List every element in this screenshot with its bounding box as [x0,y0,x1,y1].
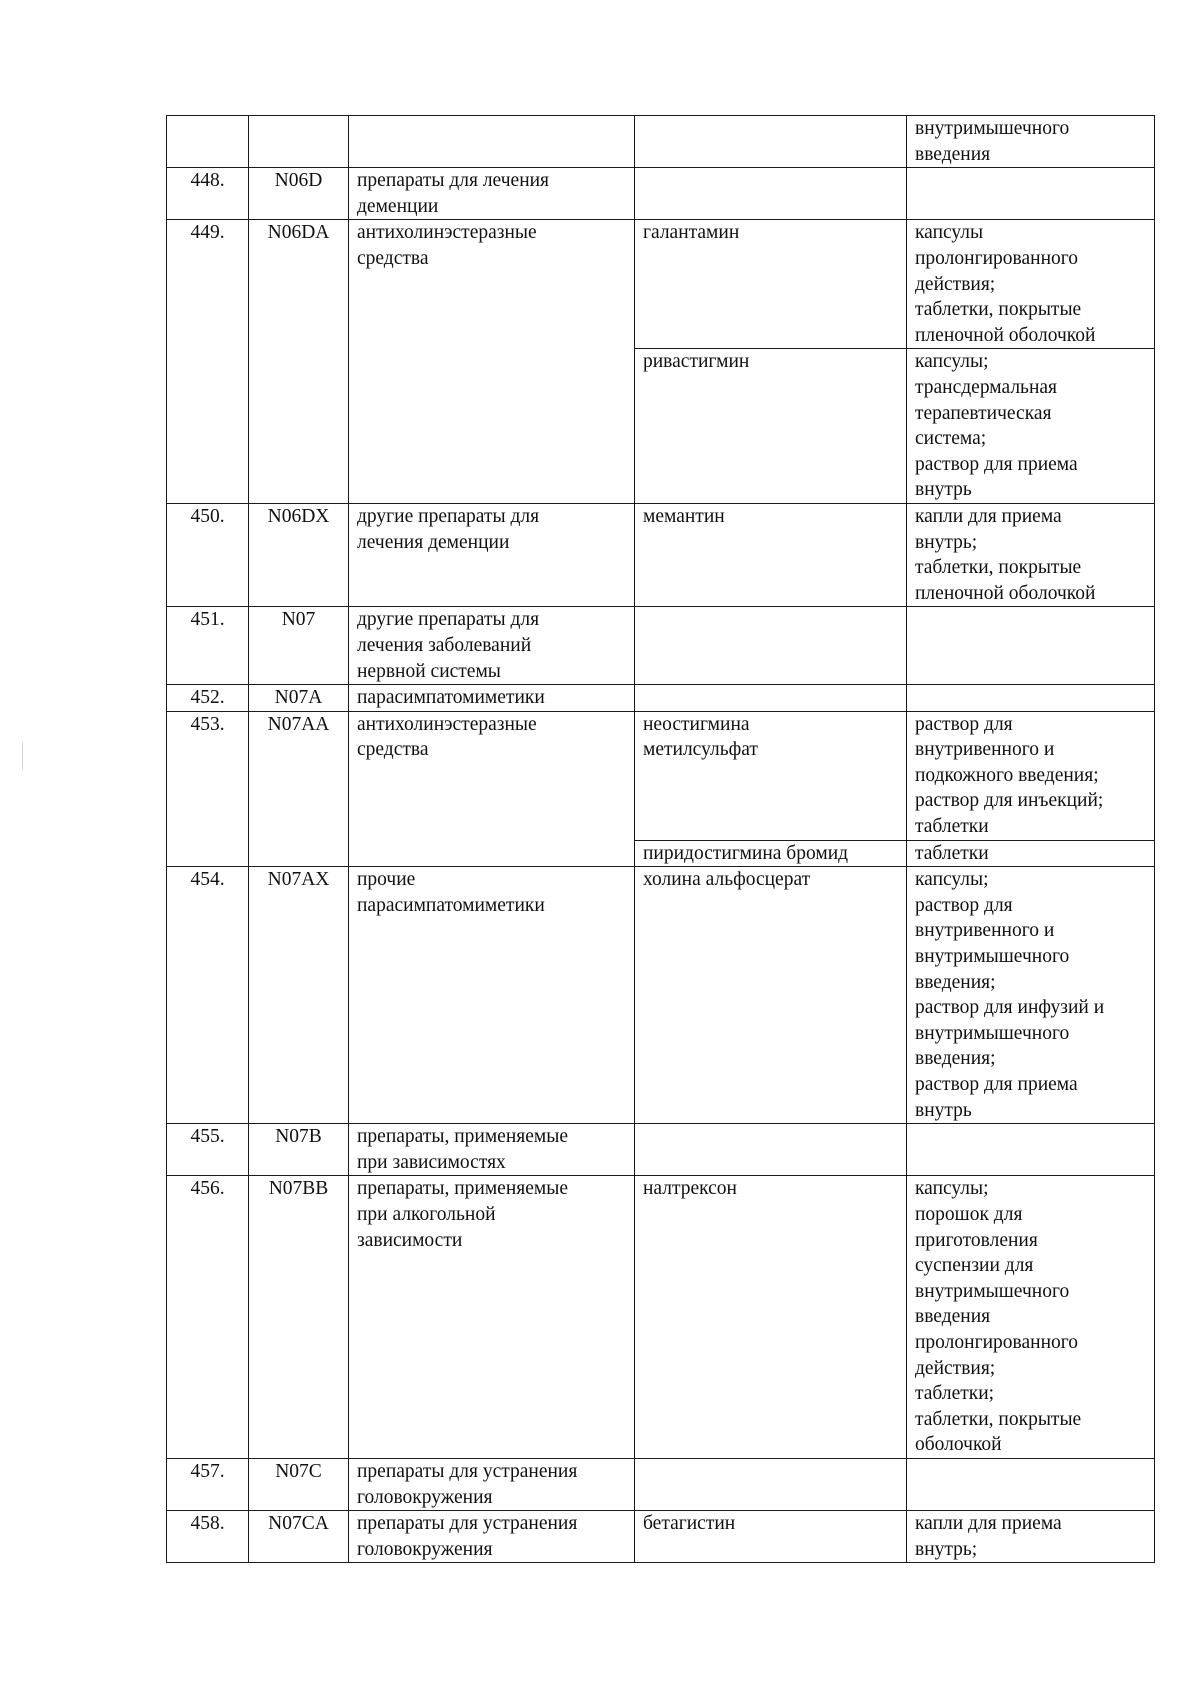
table-row [167,867,1155,1124]
dosage-form-cell [907,711,1155,867]
drug-name-cell [635,503,907,606]
atc-code-cell: N07BB [249,1176,349,1459]
row-number-cell: 456. [167,1176,249,1459]
anatomic-group-cell: препараты для устранения головокружения [349,1511,635,1563]
atc-code-cell: N07CA [249,1511,349,1563]
row-number-cell: 457. [167,1458,249,1510]
dosage-form-cell [907,503,1155,606]
anatomic-group-cell [349,116,635,168]
dosage-form: капли для приема внутрь; таблетки, покрытые пленочной оболочкой [915,505,1096,604]
atc-code-cell [249,116,349,168]
drug-name: галантамин [643,222,740,244]
dosage-form: внутримышечного введения [915,118,1070,165]
drug-name-cell [635,116,907,168]
row-number-cell: 449. [167,220,249,504]
drug-classification-table [166,115,1155,1563]
anatomic-group-cell: другие препараты для лечения заболеваний нервной системы [349,607,635,685]
table-row [167,685,1155,712]
anatomic-group-cell: препараты для лечения деменции [349,168,635,220]
anatomic-group-cell: парасимпатомиметики [349,685,635,712]
drug-name-cell [635,867,907,1124]
dosage-form: капсулы; порошок для приготовления суспензии для внутримышечного введения пролонгированного действия; таблетки; таблетки, покрытые оболочкой [915,1178,1082,1456]
atc-code-cell: N07B [249,1124,349,1176]
drug-name-cell [635,607,907,685]
anatomic-group-cell: препараты, применяемые при зависимостях [349,1124,635,1176]
anatomic-group-cell: антихолинэстеразные средства [349,711,635,867]
dosage-form-cell [907,607,1155,685]
drug-name: налтрексон [643,1178,737,1200]
drug-name-cell [635,1458,907,1510]
dosage-form-cell [907,168,1155,220]
table-row [167,503,1155,606]
atc-code-cell: N06D [249,168,349,220]
atc-code-cell: N07A [249,685,349,712]
atc-code-cell: N06DX [249,503,349,606]
drug-name: ривастигмин [635,348,906,375]
dosage-form: капсулы пролонгированного действия; таблетки, покрытые пленочной оболочкой [915,222,1096,346]
row-number-cell: 458. [167,1511,249,1563]
anatomic-group-cell: препараты для устранения головокружения [349,1458,635,1510]
drug-name: бетагистин [643,1513,736,1535]
drug-name: мемантин [643,505,725,527]
drug-name: пиридостигмина бромид [635,840,906,867]
table-body [167,116,1155,1563]
table-row [167,1511,1155,1563]
atc-code-cell: N07C [249,1458,349,1510]
table-row [167,1176,1155,1459]
row-number-cell: 453. [167,711,249,867]
dosage-form-cell [907,1176,1155,1459]
atc-code-cell: N07AX [249,867,349,1124]
row-number-cell: 455. [167,1124,249,1176]
dosage-form-cell [907,685,1155,712]
anatomic-group-cell: антихолинэстеразные средства [349,220,635,504]
table-row [167,1458,1155,1510]
table-row [167,607,1155,685]
dosage-form-cell [907,867,1155,1124]
atc-code-cell: N07AA [249,711,349,867]
drug-name-cell [635,1124,907,1176]
row-number-cell [167,116,249,168]
atc-code-cell: N06DA [249,220,349,504]
dosage-form: раствор для внутривенного и подкожного введения; раствор для инъекций; таблетки [915,713,1104,838]
dosage-form: таблетки [907,840,1154,867]
drug-name-cell [635,1511,907,1563]
row-number-cell: 451. [167,607,249,685]
drug-name: холина альфосцерат [643,869,811,891]
table-row [167,116,1155,168]
anatomic-group-cell: другие препараты для лечения деменции [349,503,635,606]
row-number-cell: 454. [167,867,249,1124]
drug-name-cell [635,168,907,220]
drug-name-cell [635,220,907,504]
dosage-form: капли для приема внутрь; [915,1513,1062,1560]
dosage-form-cell [907,220,1155,504]
table-row [167,1124,1155,1176]
dosage-form-cell [907,116,1155,168]
drug-name-cell [635,685,907,712]
anatomic-group-cell: прочие парасимпатомиметики [349,867,635,1124]
scan-edge-mark [22,742,23,770]
row-number-cell: 448. [167,168,249,220]
table-row [167,220,1155,504]
dosage-form-cell [907,1124,1155,1176]
drug-name-cell [635,711,907,867]
drug-name: неостигмина метилсульфат [643,713,758,761]
table-row [167,168,1155,220]
dosage-form: капсулы; трансдермальная терапевтическая система; раствор для приема внутрь [907,348,1154,503]
drug-name-cell [635,1176,907,1459]
dosage-form-cell [907,1458,1155,1510]
atc-code-cell: N07 [249,607,349,685]
row-number-cell: 452. [167,685,249,712]
table-row [167,711,1155,867]
row-number-cell: 450. [167,503,249,606]
dosage-form-cell [907,1511,1155,1563]
dosage-form: капсулы; раствор для внутривенного и внутримышечного введения; раствор для инфузий и внутримышечного введения; раствор для приема внутрь [915,869,1105,1121]
anatomic-group-cell: препараты, применяемые при алкогольной зависимости [349,1176,635,1459]
